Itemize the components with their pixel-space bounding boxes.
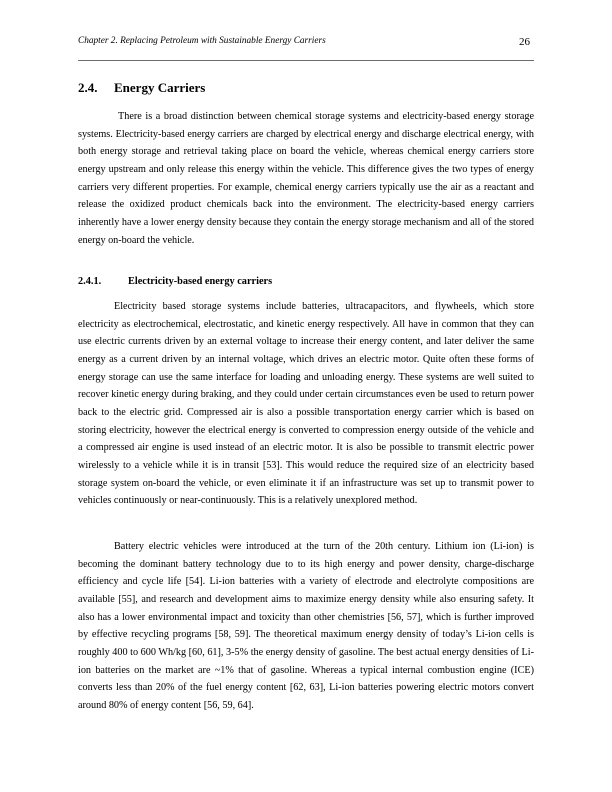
subsection-number: 2.4.1. (78, 276, 102, 287)
section-number: 2.4. (78, 80, 98, 95)
section-heading (78, 80, 205, 96)
subsection-title: Electricity-based energy carriers (128, 276, 273, 287)
chapter-title: Chapter 2. Replacing Petroleum with Sustainable Energy Carriers (78, 36, 326, 46)
page-number: 26 (519, 36, 530, 48)
body-paragraph-battery-vehicles: Battery electric vehicles were introduced at the turn of the 20th century. Lithium ion (Li-ion) is becoming the dominant battery technology due to to its high energy and power density, charge-discharge efficiency and cycle life [54]. Li-ion batteries with a variety of electrode and electrolyte compositions are available [55], and research and development aims to maximize energy density while also ensuring safety. It also has a lower environmental impact and toxicity than other chemistries [56, 57], which is further improved by effective recycling programs [58, 59]. The theoretical maximum energy density of today’s Li-ion cells is roughly 400 to 600 Wh/kg [60, 61], 3-5% the energy density of gasoline. The best actual energy densities of Li-ion batteries on the market are ~1% that of gasoline. Whereas a typical internal combustion engine (ICE) converts less than 20% of the fuel energy content [62, 63], Li-ion batteries powering electric motors convert around 80% of energy content [56, 59, 64]. (78, 541, 534, 711)
body-paragraph-storage-systems: Electricity based storage systems include batteries, ultracapacitors, and flywheels, which store electricity as electrochemical, electrostatic, and kinetic energy respectively. All have in common that they can use electric currents driven by an external voltage to increase their energy content, and later deliver the same energy as a current driven by an internal voltage, which drives an electric motor. Quite often these forms of energy storage can use the same interface for loading and unloading energy. These systems are well suited to recover kinetic energy during braking, and they could under certain circumstances even be used to return power back to the electric grid. Compressed air is also a possible transportation energy carrier which is based on storing electricity, however the electrical energy is converted to compression energy outside of the vehicle and a compressed air engine is used instead of an electric motor. It is also be possible to transmit electric power wirelessly to a vehicle while it is in transit [53]. This would reduce the required size of an electricity based storage system on-board the vehicle, or even eliminate it if an infrastructure was set up to transmit power to vehicles continuously or near-continuously. This is a relatively unexplored method. (78, 301, 534, 507)
running-header (78, 36, 534, 52)
header-rule (78, 60, 534, 61)
intro-paragraph: There is a broad distinction between chemical storage systems and electricity-based energy storage systems. Electricity-based energy carriers are charged by electrical energy and discharge electrical energy, with both energy storage and retrieval taking place on board the vehicle, whereas chemical energy carriers store energy upstream and only release this energy within the vehicle. This difference gives the two types of energy carriers very different properties. For example, chemical energy carriers typically use the air as a reactant and release the oxidized product chemicals back into the environment. The electricity-based energy carriers inherently have a lower energy density because they contain the energy storage mechanism and all of the stored energy on-board the vehicle. (78, 111, 534, 246)
subsection-heading (78, 276, 272, 287)
section-title: Energy Carriers (114, 80, 206, 95)
